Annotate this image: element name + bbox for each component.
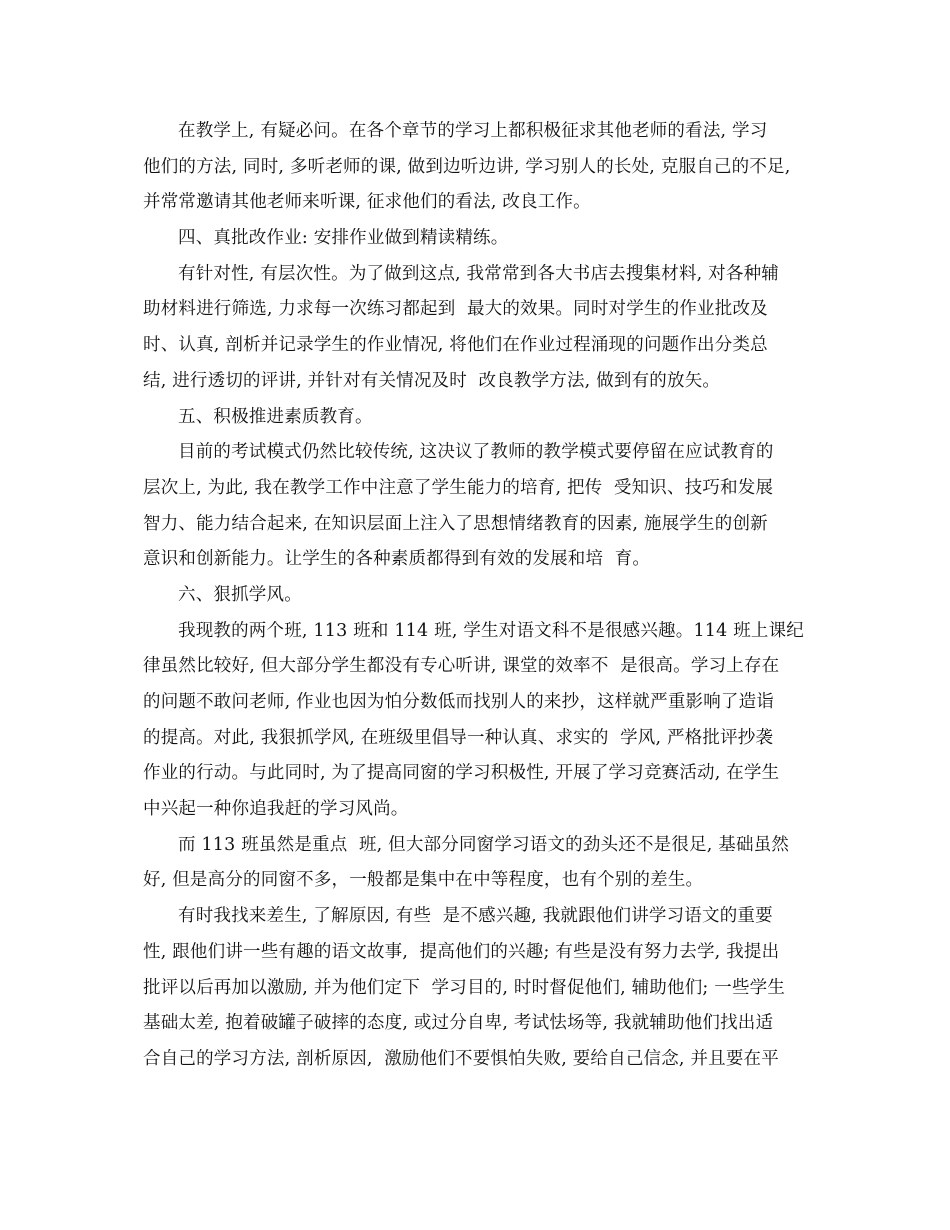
paragraph-line: 律虽然比较好, 但大部分学生都没有专心听讲, 课堂的效率不 是很高。学习上存在	[143, 656, 780, 677]
paragraph-line: 并常常邀请其他老师来听课, 征求他们的看法, 改良工作。	[143, 192, 591, 213]
paragraph-line: 的问题不敢问老师, 作业也因为怕分数低而找别人的来抄，这样就严重影响了造诣	[143, 692, 775, 712]
paragraph-line: 结, 进行透切的评讲, 并针对有关情况及时 改良教学方法, 做到有的放矢。	[143, 370, 721, 391]
paragraph-first-line: 五、积极推进素质教育。	[178, 406, 373, 427]
paragraph-line: 的提高。对此, 我狠抓学风, 在班级里倡导一种认真、求实的 学风, 严格批评抄袭	[143, 727, 774, 748]
body-text	[143, 114, 815, 1078]
paragraph-line: 智力、能力结合起来, 在知识层面上注入了思想情绪教育的因素, 施展学生的创新	[143, 513, 768, 534]
paragraph-first-line: 有针对性, 有层次性。为了做到这点, 我常常到各大书店去搜集材料, 对各种辅	[178, 263, 779, 284]
paragraph-first-line: 有时我找来差生, 了解原因, 有些 是不感兴趣, 我就跟他们讲学习语文的重要	[178, 906, 773, 927]
paragraph-first-line: 目前的考试模式仍然比较传统, 这决议了教师的教学模式要停留在应试教育的	[178, 442, 774, 463]
paragraph-line: 层次上, 为此, 我在教学工作中注意了学生能力的培育, 把传 受知识、技巧和发展	[143, 477, 774, 498]
paragraph-line: 意识和创新能力。让学生的各种素质都得到有效的发展和培 育。	[143, 549, 651, 570]
paragraph-line: 助材料进行筛选, 力求每一次练习都起到 最大的效果。同时对学生的作业批改及	[143, 299, 768, 320]
paragraph-first-line: 四、真批改作业: 安排作业做到精读精练。	[178, 228, 509, 249]
paragraph-line: 作业的行动。与此同时, 为了提高同窗的学习积极性, 开展了学习竞赛活动, 在学生	[143, 763, 780, 784]
paragraph-line: 批评以后再加以激励, 并为他们定下 学习目的, 时时督促他们, 辅助他们; 一些学生	[143, 977, 786, 998]
paragraph-line: 基础太差, 抱着破罐子破摔的态度, 或过分自卑, 考试怯场等, 我就辅助他们找出适	[143, 1013, 774, 1034]
paragraph-first-line: 在教学上, 有疑必问。在各个章节的学习上都积极征求其他老师的看法, 学习	[178, 121, 768, 141]
paragraph-line: 时、认真, 剖析并记录学生的作业情况, 将他们在作业过程涌现的问题作出分类总	[143, 335, 768, 356]
paragraph-line: 他们的方法, 同时, 多听老师的课, 做到边听边讲, 学习别人的长处, 克服自己的不足,	[143, 156, 791, 177]
paragraph-line: 好, 但是高分的同窗不多，一般都是集中在中等程度，也有个别的差生。	[143, 870, 704, 891]
paragraph-line: 性, 跟他们讲一些有趣的语文故事, 提高他们的兴趣; 有些是没有努力去学, 我提出	[143, 941, 780, 962]
paragraph-first-line: 我现教的两个班, 113 班和 114 班, 学生对语文科不是很感兴趣。114 班上课纪	[178, 620, 805, 641]
paragraph-first-line: 六、狠抓学风。	[178, 584, 302, 605]
paragraph-first-line: 而 113 班虽然是重点 班, 但大部分同窗学习语文的劲头还不是很足, 基础虽然	[178, 834, 790, 855]
paragraph-line: 合自己的学习方法, 剖析原因, 激励他们不要惧怕失败, 要给自己信念, 并且要在平	[143, 1048, 779, 1069]
paragraph-line: 中兴起一种你追我赶的学习风尚。	[143, 799, 409, 820]
